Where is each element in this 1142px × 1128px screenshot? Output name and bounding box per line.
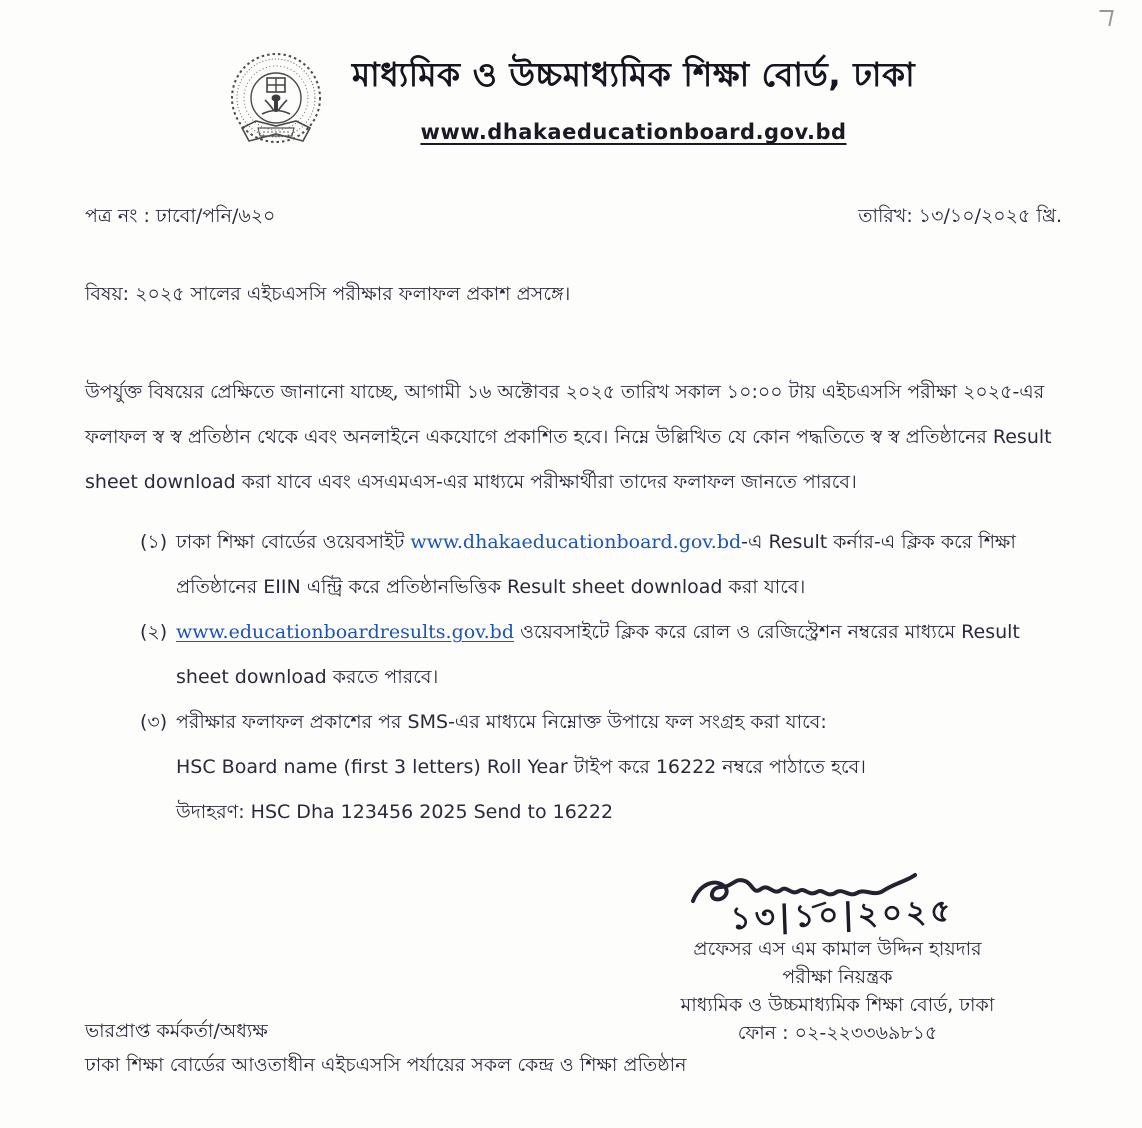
body-line: sheet download করা যাবে এবং এসএমএস-এর মাধ্যমে পরীক্ষার্থীরা তাদের ফলাফল জানতে পারবে। [85, 471, 857, 493]
list-item-1-text-post: -এ Result কর্নার-এ ক্লিক করে শিক্ষা [741, 531, 1016, 553]
handwritten-date: ১৩|১০|২০২৫ [730, 893, 955, 937]
list-item-3 [140, 700, 1062, 835]
sms-example-line: উদাহরণ: HSC Dha 123456 2025 Send to 16222 [176, 801, 614, 823]
list-item-3-marker: (৩) [140, 711, 168, 733]
addressee-line-1: ভারপ্রাপ্ত কর্মকর্তা/অধ্যক্ষ [85, 1020, 268, 1042]
addressee-block [85, 1014, 687, 1082]
body-line: ফলাফল স্ব স্ব প্রতিষ্ঠান থেকে এবং অনলাইনে একযোগে প্রকাশিত হবে। নিম্নে উল্লিখিত যে কোন পদ্ধতিতে স্ব স্ব প্রতিষ্ঠানের Result [85, 426, 1052, 448]
list-item-2-marker: (২) [140, 621, 168, 643]
list-item-1 [140, 520, 1062, 610]
list-item-1-line1 [176, 520, 1062, 565]
board-website-link[interactable]: www.dhakaeducationboard.gov.bd [420, 120, 847, 145]
list-item-2-text-post: ওয়েবসাইটে ক্লিক করে রোল ও রেজিস্ট্রেশন নম্বরের মাধ্যমে Result [514, 621, 1020, 643]
list-item-3-line1: পরীক্ষার ফলাফল প্রকাশের পর SMS-এর মাধ্যমে নিম্নোক্ত উপায়ে ফল সংগ্রহ করা যাবে: [176, 711, 827, 733]
list-item-1-text: ঢাকা শিক্ষা বোর্ডের ওয়েবসাইট [176, 531, 411, 553]
letter-header [85, 46, 1062, 164]
list-item-1-marker: (১) [140, 531, 168, 553]
signature-block [645, 863, 1030, 1047]
signatory-designation: পরীক্ষা নিয়ন্ত্রক [782, 966, 893, 988]
signatory-phone: ফোন : ০২-২২৩৩৬৯৮১৫ [737, 1022, 938, 1044]
meta-row [85, 202, 1062, 234]
body-paragraph [85, 370, 1062, 505]
letter-date: তারিখ: ১৩/১০/২০২৫ খ্রি. [858, 205, 1062, 227]
letter-ref-number: পত্র নং : ঢাবো/পনি/৬২০ [85, 205, 276, 227]
list-item-1-line2: প্রতিষ্ঠানের EIIN এন্ট্রি করে প্রতিষ্ঠানভিত্তিক Result sheet download করা যাবে। [176, 576, 806, 598]
body-line: উপর্যুক্ত বিষয়ের প্রেক্ষিতে জানানো যাচ্ছে, আগামী ১৬ অক্টোবর ২০২৫ তারিখ সকাল ১০:০০ টায় এইচএসসি পরীক্ষা ২০২৫-এর [85, 381, 1045, 403]
list-item-2-line2: sheet download করতে পারবে। [176, 666, 439, 688]
list-item-2-line1 [176, 610, 1062, 655]
results-url-link[interactable]: www.educationboardresults.gov.bd [176, 621, 515, 643]
list-item-2 [140, 610, 1062, 700]
signatory-name: প্রফেসর এস এম কামাল উদ্দিন হায়দার [693, 938, 982, 960]
addressee-line-2: ঢাকা শিক্ষা বোর্ডের আওতাধীন এইচএসসি পর্যায়ের সকল কেন্দ্র ও শিক্ষা প্রতিষ্ঠান [85, 1054, 687, 1076]
method-list [85, 520, 1062, 835]
subject-line: বিষয়: ২০২৫ সালের এইচএসসি পরীক্ষার ফলাফল প্রকাশ প্রসঙ্গে। [85, 283, 571, 305]
sms-format-line: HSC Board name (first 3 letters) Roll Year টাইপ করে 16222 নম্বরে পাঠাতে হবে। [176, 756, 866, 778]
org-title: মাধ্যমিক ও উচ্চমাধ্যমিক শিক্ষা বোর্ড, ঢাকা [351, 55, 916, 94]
dhaka-board-url-link[interactable]: www.dhakaeducationboard.gov.bd [410, 531, 742, 553]
signatory-org: মাধ্যমিক ও উচ্চমাধ্যমিক শিক্ষা বোর্ড, ঢাকা [680, 994, 995, 1016]
